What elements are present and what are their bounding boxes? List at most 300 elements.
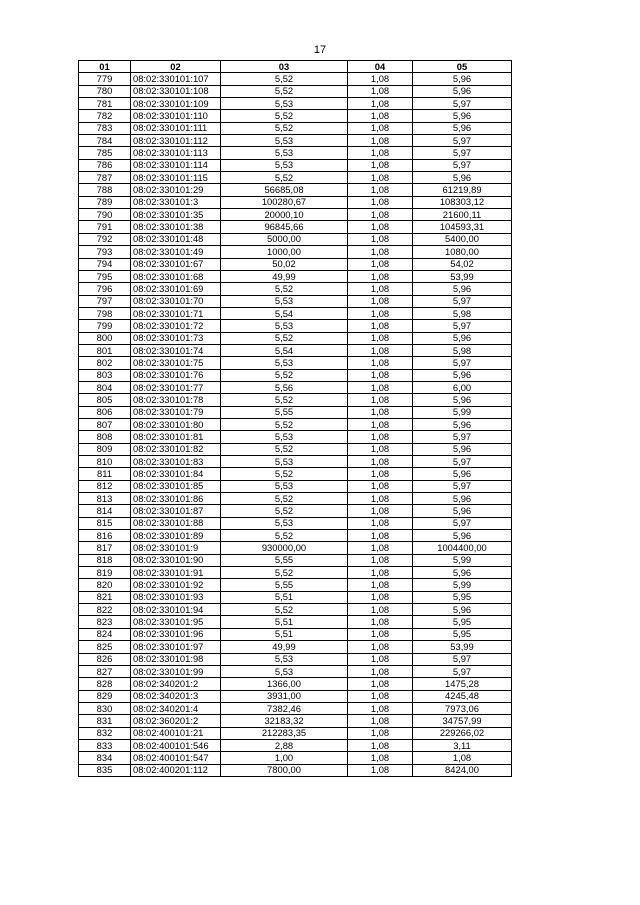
coefficient-cell: 1,08: [348, 270, 413, 282]
result-cell: 53,99: [413, 270, 512, 282]
cadastral-number-cell: 08:02:330101:98: [131, 653, 221, 665]
coefficient-cell: 1,08: [348, 394, 413, 406]
value-cell: 5,52: [221, 73, 348, 85]
row-number-cell: 789: [79, 196, 131, 208]
value-cell: 49,99: [221, 641, 348, 653]
table-row: [79, 369, 512, 381]
row-number-cell: 808: [79, 431, 131, 443]
row-number-cell: 781: [79, 98, 131, 110]
coefficient-cell: 1,08: [348, 110, 413, 122]
table-row: [79, 542, 512, 554]
value-cell: 5,52: [221, 468, 348, 480]
value-cell: 5,52: [221, 85, 348, 97]
row-number-cell: 820: [79, 579, 131, 591]
table-row: [79, 122, 512, 134]
row-number-cell: 829: [79, 690, 131, 702]
value-cell: 5,52: [221, 110, 348, 122]
value-cell: 5,56: [221, 381, 348, 393]
table-row: [79, 579, 512, 591]
table-row: [79, 443, 512, 455]
row-number-cell: 792: [79, 233, 131, 245]
row-number-cell: 799: [79, 320, 131, 332]
row-number-cell: 822: [79, 604, 131, 616]
cadastral-number-cell: 08:02:330101:35: [131, 209, 221, 221]
cadastral-number-cell: 08:02:330101:72: [131, 320, 221, 332]
row-number-cell: 782: [79, 110, 131, 122]
coefficient-cell: 1,08: [348, 172, 413, 184]
value-cell: 5,52: [221, 283, 348, 295]
coefficient-cell: 1,08: [348, 542, 413, 554]
coefficient-cell: 1,08: [348, 641, 413, 653]
cadastral-number-cell: 08:02:330101:3: [131, 196, 221, 208]
cadastral-number-cell: 08:02:330101:115: [131, 172, 221, 184]
cadastral-number-cell: 08:02:330101:90: [131, 554, 221, 566]
result-cell: 229266,02: [413, 727, 512, 739]
row-number-cell: 816: [79, 530, 131, 542]
row-number-cell: 831: [79, 715, 131, 727]
coefficient-cell: 1,08: [348, 517, 413, 529]
result-cell: 5,96: [413, 394, 512, 406]
row-number-cell: 812: [79, 480, 131, 492]
row-number-cell: 814: [79, 505, 131, 517]
coefficient-cell: 1,08: [348, 702, 413, 714]
cadastral-number-cell: 08:02:330101:49: [131, 246, 221, 258]
cadastral-number-cell: 08:02:330101:83: [131, 456, 221, 468]
row-number-cell: 786: [79, 159, 131, 171]
page-number: 17: [313, 44, 327, 56]
result-cell: 1004400,00: [413, 542, 512, 554]
result-cell: 5,97: [413, 456, 512, 468]
value-cell: 20000,10: [221, 209, 348, 221]
coefficient-cell: 1,08: [348, 233, 413, 245]
coefficient-cell: 1,08: [348, 604, 413, 616]
cadastral-number-cell: 08:02:330101:69: [131, 283, 221, 295]
cadastral-number-cell: 08:02:360201:2: [131, 715, 221, 727]
row-number-cell: 825: [79, 641, 131, 653]
cadastral-number-cell: 08:02:330101:109: [131, 98, 221, 110]
value-cell: 7800,00: [221, 764, 348, 776]
coefficient-cell: 1,08: [348, 628, 413, 640]
row-number-cell: 787: [79, 172, 131, 184]
value-cell: 5,55: [221, 579, 348, 591]
table-row: [79, 752, 512, 764]
result-cell: 5,97: [413, 517, 512, 529]
value-cell: 5,52: [221, 332, 348, 344]
table-row: [79, 307, 512, 319]
value-cell: 5,53: [221, 159, 348, 171]
coefficient-cell: 1,08: [348, 283, 413, 295]
coefficient-cell: 1,08: [348, 456, 413, 468]
result-cell: 5,96: [413, 369, 512, 381]
value-cell: 5,52: [221, 505, 348, 517]
coefficient-cell: 1,08: [348, 258, 413, 270]
cadastral-number-cell: 08:02:330101:110: [131, 110, 221, 122]
result-cell: 5,95: [413, 628, 512, 640]
cadastral-number-cell: 08:02:330101:78: [131, 394, 221, 406]
table-row: [79, 530, 512, 542]
result-cell: 21600,11: [413, 209, 512, 221]
cadastral-number-cell: 08:02:330101:48: [131, 233, 221, 245]
cadastral-number-cell: 08:02:330101:112: [131, 135, 221, 147]
table-row: [79, 135, 512, 147]
column-header-02: 02: [131, 61, 221, 73]
row-number-cell: 803: [79, 369, 131, 381]
coefficient-cell: 1,08: [348, 135, 413, 147]
table-row: [79, 480, 512, 492]
cadastral-number-cell: 08:02:330101:94: [131, 604, 221, 616]
table-row: [79, 270, 512, 282]
table-row: [79, 764, 512, 776]
row-number-cell: 823: [79, 616, 131, 628]
value-cell: 5,55: [221, 406, 348, 418]
coefficient-cell: 1,08: [348, 764, 413, 776]
table-row: [79, 690, 512, 702]
row-number-cell: 797: [79, 295, 131, 307]
coefficient-cell: 1,08: [348, 98, 413, 110]
row-number-cell: 818: [79, 554, 131, 566]
value-cell: 5,53: [221, 653, 348, 665]
row-number-cell: 795: [79, 270, 131, 282]
table-row: [79, 604, 512, 616]
cadastral-number-cell: 08:02:330101:111: [131, 122, 221, 134]
coefficient-cell: 1,08: [348, 344, 413, 356]
table-row: [79, 110, 512, 122]
table-row: [79, 567, 512, 579]
coefficient-cell: 1,08: [348, 739, 413, 751]
result-cell: 5,96: [413, 567, 512, 579]
cadastral-number-cell: 08:02:400101:21: [131, 727, 221, 739]
cadastral-number-cell: 08:02:330101:67: [131, 258, 221, 270]
table-row: [79, 517, 512, 529]
value-cell: 5,53: [221, 480, 348, 492]
value-cell: 5,53: [221, 98, 348, 110]
table-row: [79, 73, 512, 85]
table-row: [79, 493, 512, 505]
value-cell: 5,52: [221, 443, 348, 455]
result-cell: 5,97: [413, 320, 512, 332]
coefficient-cell: 1,08: [348, 406, 413, 418]
cadastral-number-cell: 08:02:400201:112: [131, 764, 221, 776]
row-number-cell: 835: [79, 764, 131, 776]
value-cell: 1,00: [221, 752, 348, 764]
row-number-cell: 806: [79, 406, 131, 418]
cadastral-number-cell: 08:02:330101:79: [131, 406, 221, 418]
result-cell: 3,11: [413, 739, 512, 751]
coefficient-cell: 1,08: [348, 579, 413, 591]
result-cell: 6,00: [413, 381, 512, 393]
value-cell: 1000,00: [221, 246, 348, 258]
cadastral-number-cell: 08:02:330101:68: [131, 270, 221, 282]
result-cell: 5,96: [413, 493, 512, 505]
value-cell: 930000,00: [221, 542, 348, 554]
table-row: [79, 554, 512, 566]
coefficient-cell: 1,08: [348, 665, 413, 677]
coefficient-cell: 1,08: [348, 431, 413, 443]
cadastral-number-cell: 08:02:330101:108: [131, 85, 221, 97]
table-row: [79, 653, 512, 665]
table-row: [79, 456, 512, 468]
value-cell: 49,99: [221, 270, 348, 282]
table-row: [79, 591, 512, 603]
result-cell: 5,96: [413, 505, 512, 517]
row-number-cell: 784: [79, 135, 131, 147]
result-cell: 5,95: [413, 591, 512, 603]
result-cell: 5,97: [413, 147, 512, 159]
result-cell: 1475,28: [413, 678, 512, 690]
coefficient-cell: 1,08: [348, 209, 413, 221]
result-cell: 8424,00: [413, 764, 512, 776]
value-cell: 32183,32: [221, 715, 348, 727]
result-cell: 5,96: [413, 85, 512, 97]
coefficient-cell: 1,08: [348, 122, 413, 134]
cadastral-number-cell: 08:02:330101:81: [131, 431, 221, 443]
table-row: [79, 221, 512, 233]
result-cell: 1,08: [413, 752, 512, 764]
cadastral-number-cell: 08:02:330101:77: [131, 381, 221, 393]
row-number-cell: 817: [79, 542, 131, 554]
table-row: [79, 702, 512, 714]
coefficient-cell: 1,08: [348, 554, 413, 566]
table-row: [79, 381, 512, 393]
value-cell: 5,55: [221, 554, 348, 566]
coefficient-cell: 1,08: [348, 320, 413, 332]
value-cell: 5,53: [221, 135, 348, 147]
result-cell: 5,97: [413, 135, 512, 147]
value-cell: 96845,66: [221, 221, 348, 233]
coefficient-cell: 1,08: [348, 369, 413, 381]
row-number-cell: 798: [79, 307, 131, 319]
coefficient-cell: 1,08: [348, 221, 413, 233]
result-cell: 5,96: [413, 110, 512, 122]
row-number-cell: 821: [79, 591, 131, 603]
cadastral-number-cell: 08:02:330101:74: [131, 344, 221, 356]
cadastral-number-cell: 08:02:330101:84: [131, 468, 221, 480]
cadastral-number-cell: 08:02:330101:76: [131, 369, 221, 381]
cadastral-number-cell: 08:02:330101:107: [131, 73, 221, 85]
result-cell: 5,97: [413, 431, 512, 443]
table-row: [79, 320, 512, 332]
table-row: [79, 283, 512, 295]
coefficient-cell: 1,08: [348, 616, 413, 628]
value-cell: 100280,67: [221, 196, 348, 208]
value-cell: 5,53: [221, 320, 348, 332]
value-cell: 5000,00: [221, 233, 348, 245]
cadastral-number-cell: 08:02:330101:71: [131, 307, 221, 319]
value-cell: 5,52: [221, 172, 348, 184]
value-cell: 50,02: [221, 258, 348, 270]
value-cell: 5,52: [221, 604, 348, 616]
value-cell: 212283,35: [221, 727, 348, 739]
table-row: [79, 727, 512, 739]
result-cell: 5,98: [413, 344, 512, 356]
value-cell: 5,53: [221, 456, 348, 468]
table-row: [79, 233, 512, 245]
cadastral-number-cell: 08:02:330101:70: [131, 295, 221, 307]
cadastral-number-cell: 08:02:340201:2: [131, 678, 221, 690]
coefficient-cell: 1,08: [348, 727, 413, 739]
coefficient-cell: 1,08: [348, 184, 413, 196]
result-cell: 5,96: [413, 332, 512, 344]
table-row: [79, 628, 512, 640]
value-cell: 5,53: [221, 295, 348, 307]
table-row: [79, 406, 512, 418]
row-number-cell: 833: [79, 739, 131, 751]
result-cell: 5,97: [413, 159, 512, 171]
result-cell: 5,96: [413, 122, 512, 134]
value-cell: 3931,00: [221, 690, 348, 702]
value-cell: 5,54: [221, 344, 348, 356]
value-cell: 5,52: [221, 530, 348, 542]
column-header-05: 05: [413, 61, 512, 73]
coefficient-cell: 1,08: [348, 752, 413, 764]
row-number-cell: 826: [79, 653, 131, 665]
table-row: [79, 209, 512, 221]
table-row: [79, 394, 512, 406]
result-cell: 5,99: [413, 579, 512, 591]
result-cell: 5,97: [413, 480, 512, 492]
coefficient-cell: 1,08: [348, 73, 413, 85]
table-body: [79, 73, 512, 777]
result-cell: 5,96: [413, 283, 512, 295]
cadastral-number-cell: 08:02:330101:87: [131, 505, 221, 517]
result-cell: 5,96: [413, 418, 512, 430]
value-cell: 5,52: [221, 394, 348, 406]
coefficient-cell: 1,08: [348, 493, 413, 505]
result-cell: 5,96: [413, 468, 512, 480]
result-cell: 5,98: [413, 307, 512, 319]
row-number-cell: 813: [79, 493, 131, 505]
row-number-cell: 794: [79, 258, 131, 270]
table-row: [79, 147, 512, 159]
cadastral-number-cell: 08:02:330101:73: [131, 332, 221, 344]
cadastral-number-cell: 08:02:330101:114: [131, 159, 221, 171]
column-header-03: 03: [221, 61, 348, 73]
cadastral-number-cell: 08:02:330101:9: [131, 542, 221, 554]
value-cell: 5,53: [221, 431, 348, 443]
cadastral-number-cell: 08:02:330101:97: [131, 641, 221, 653]
result-cell: 5,97: [413, 653, 512, 665]
row-number-cell: 810: [79, 456, 131, 468]
table-row: [79, 418, 512, 430]
value-cell: 7382,46: [221, 702, 348, 714]
result-cell: 5,97: [413, 357, 512, 369]
coefficient-cell: 1,08: [348, 567, 413, 579]
cadastral-number-cell: 08:02:330101:89: [131, 530, 221, 542]
row-number-cell: 811: [79, 468, 131, 480]
row-number-cell: 785: [79, 147, 131, 159]
coefficient-cell: 1,08: [348, 332, 413, 344]
row-number-cell: 809: [79, 443, 131, 455]
row-number-cell: 800: [79, 332, 131, 344]
result-cell: 4245,48: [413, 690, 512, 702]
row-number-cell: 793: [79, 246, 131, 258]
cadastral-number-cell: 08:02:330101:82: [131, 443, 221, 455]
table-row: [79, 505, 512, 517]
coefficient-cell: 1,08: [348, 530, 413, 542]
table-row: [79, 665, 512, 677]
value-cell: 5,52: [221, 369, 348, 381]
table-row: [79, 715, 512, 727]
row-number-cell: 790: [79, 209, 131, 221]
row-number-cell: 783: [79, 122, 131, 134]
row-number-cell: 807: [79, 418, 131, 430]
cadastral-number-cell: 08:02:330101:99: [131, 665, 221, 677]
value-cell: 56685,08: [221, 184, 348, 196]
row-number-cell: 788: [79, 184, 131, 196]
cadastral-number-cell: 08:02:340201:3: [131, 690, 221, 702]
value-cell: 5,53: [221, 665, 348, 677]
cadastral-number-cell: 08:02:330101:88: [131, 517, 221, 529]
row-number-cell: 832: [79, 727, 131, 739]
coefficient-cell: 1,08: [348, 591, 413, 603]
cadastral-number-cell: 08:02:330101:38: [131, 221, 221, 233]
value-cell: 5,52: [221, 122, 348, 134]
value-cell: 5,53: [221, 517, 348, 529]
row-number-cell: 780: [79, 85, 131, 97]
coefficient-cell: 1,08: [348, 159, 413, 171]
coefficient-cell: 1,08: [348, 381, 413, 393]
table-row: [79, 468, 512, 480]
value-cell: 5,52: [221, 418, 348, 430]
cadastral-number-cell: 08:02:330101:29: [131, 184, 221, 196]
cadastral-number-cell: 08:02:330101:80: [131, 418, 221, 430]
table-row: [79, 184, 512, 196]
cadastral-number-cell: 08:02:330101:86: [131, 493, 221, 505]
row-number-cell: 791: [79, 221, 131, 233]
data-table: [78, 60, 512, 777]
cadastral-number-cell: 08:02:330101:93: [131, 591, 221, 603]
result-cell: 5,96: [413, 530, 512, 542]
result-cell: 5,99: [413, 554, 512, 566]
coefficient-cell: 1,08: [348, 678, 413, 690]
table-row: [79, 641, 512, 653]
cadastral-number-cell: 08:02:400101:547: [131, 752, 221, 764]
result-cell: 5400,00: [413, 233, 512, 245]
coefficient-cell: 1,08: [348, 443, 413, 455]
value-cell: 5,51: [221, 616, 348, 628]
table-row: [79, 332, 512, 344]
result-cell: 5,95: [413, 616, 512, 628]
table-row: [79, 616, 512, 628]
table-row: [79, 739, 512, 751]
coefficient-cell: 1,08: [348, 468, 413, 480]
table-row: [79, 357, 512, 369]
table-row: [79, 295, 512, 307]
coefficient-cell: 1,08: [348, 196, 413, 208]
row-number-cell: 834: [79, 752, 131, 764]
cadastral-number-cell: 08:02:330101:96: [131, 628, 221, 640]
result-cell: 34757,99: [413, 715, 512, 727]
row-number-cell: 796: [79, 283, 131, 295]
coefficient-cell: 1,08: [348, 295, 413, 307]
table-row: [79, 431, 512, 443]
value-cell: 1366,00: [221, 678, 348, 690]
cadastral-number-cell: 08:02:330101:91: [131, 567, 221, 579]
value-cell: 2,88: [221, 739, 348, 751]
row-number-cell: 824: [79, 628, 131, 640]
result-cell: 104593,31: [413, 221, 512, 233]
result-cell: 5,96: [413, 604, 512, 616]
result-cell: 53,99: [413, 641, 512, 653]
coefficient-cell: 1,08: [348, 505, 413, 517]
value-cell: 5,53: [221, 147, 348, 159]
result-cell: 54,02: [413, 258, 512, 270]
value-cell: 5,52: [221, 493, 348, 505]
row-number-cell: 828: [79, 678, 131, 690]
table-row: [79, 196, 512, 208]
table-row: [79, 85, 512, 97]
value-cell: 5,52: [221, 567, 348, 579]
